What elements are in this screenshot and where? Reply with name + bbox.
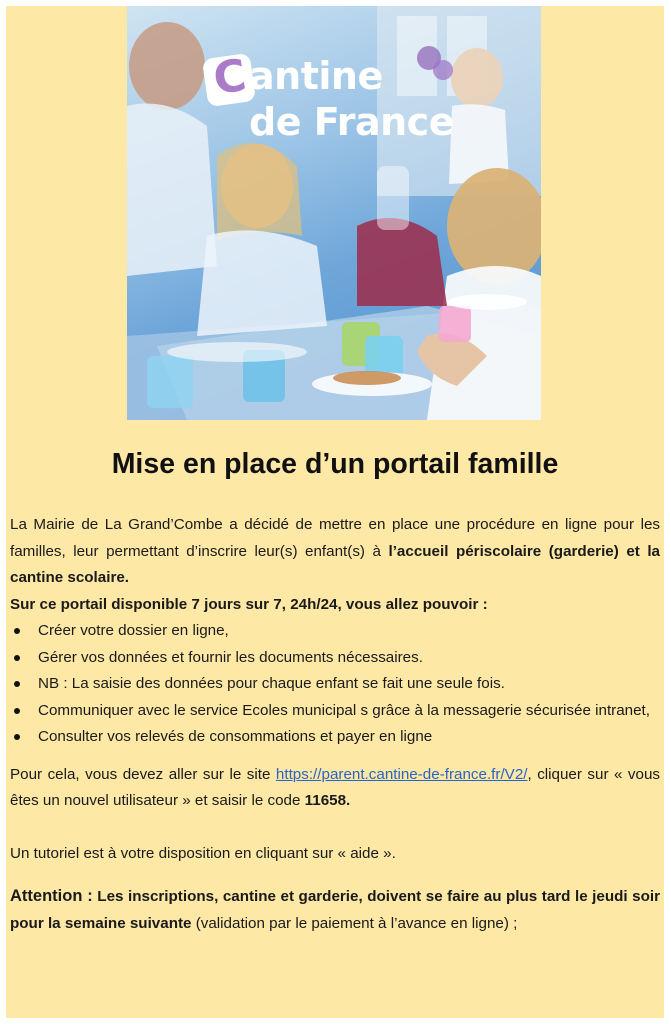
- bullet-icon: [14, 628, 20, 634]
- access-code: 11658.: [304, 792, 351, 809]
- body-text: [10, 512, 660, 937]
- logo-text-line2: de France: [249, 100, 454, 144]
- list-item: Communiquer avec le service Ecoles municipal s grâce à la messagerie sécurisée intranet,: [38, 698, 660, 725]
- bullet-icon: [14, 734, 20, 740]
- attention-paragraph: Attention : Les inscriptions, cantine et garderie, doivent se faire au plus tard le jeudi soir pour la semaine suivante (validation par le paiement à l’avance en ligne) ;: [10, 887, 660, 932]
- list-item: Consulter vos relevés de consommations et payer en ligne: [38, 724, 660, 751]
- logo-text-line1: antine: [249, 54, 383, 98]
- flyer-page: [6, 6, 664, 1018]
- attention-label: Attention :: [10, 887, 93, 905]
- intro-paragraph: [10, 512, 660, 592]
- cantine-de-france-logo: [205, 49, 475, 162]
- hero-photo: [127, 6, 541, 420]
- portal-line: Sur ce portail disponible 7 jours sur 7, 24h/24, vous allez pouvoir :: [10, 595, 488, 613]
- logo-c-badge: [202, 49, 256, 107]
- list-item: Gérer vos données et fournir les documents nécessaires.: [38, 645, 660, 672]
- list-item: Créer votre dossier en ligne,: [38, 618, 660, 645]
- tutorial-paragraph: Un tutoriel est à votre disposition en cliquant sur « aide ».: [10, 844, 396, 862]
- bullet-icon: [14, 655, 20, 661]
- bullet-icon: [14, 708, 20, 714]
- logo-letter: C: [210, 49, 250, 105]
- bullet-icon: [14, 681, 20, 687]
- list-item: NB : La saisie des données pour chaque enfant se fait une seule fois.: [38, 671, 660, 698]
- access-paragraph: Pour cela, vous devez aller sur le site https://parent.cantine-de-france.fr/V2/, cliquer sur « vous êtes un nouvel utilisateur » et saisir le code 11658.: [10, 765, 661, 809]
- page-title: Mise en place d’un portail famille: [111, 448, 559, 480]
- intro-text: La Mairie de La Grand’Combe a décidé de mettre en place une procédure en ligne pour les familles, leur permettant d’inscrire leur(s) enfant(s) à: [10, 516, 660, 560]
- feature-list: [10, 618, 660, 751]
- portal-link[interactable]: https://parent.cantine-de-france.fr/V2/: [275, 765, 528, 783]
- intro-bold: l’accueil périscolaire (garderie) et la cantine scolaire.: [10, 542, 661, 586]
